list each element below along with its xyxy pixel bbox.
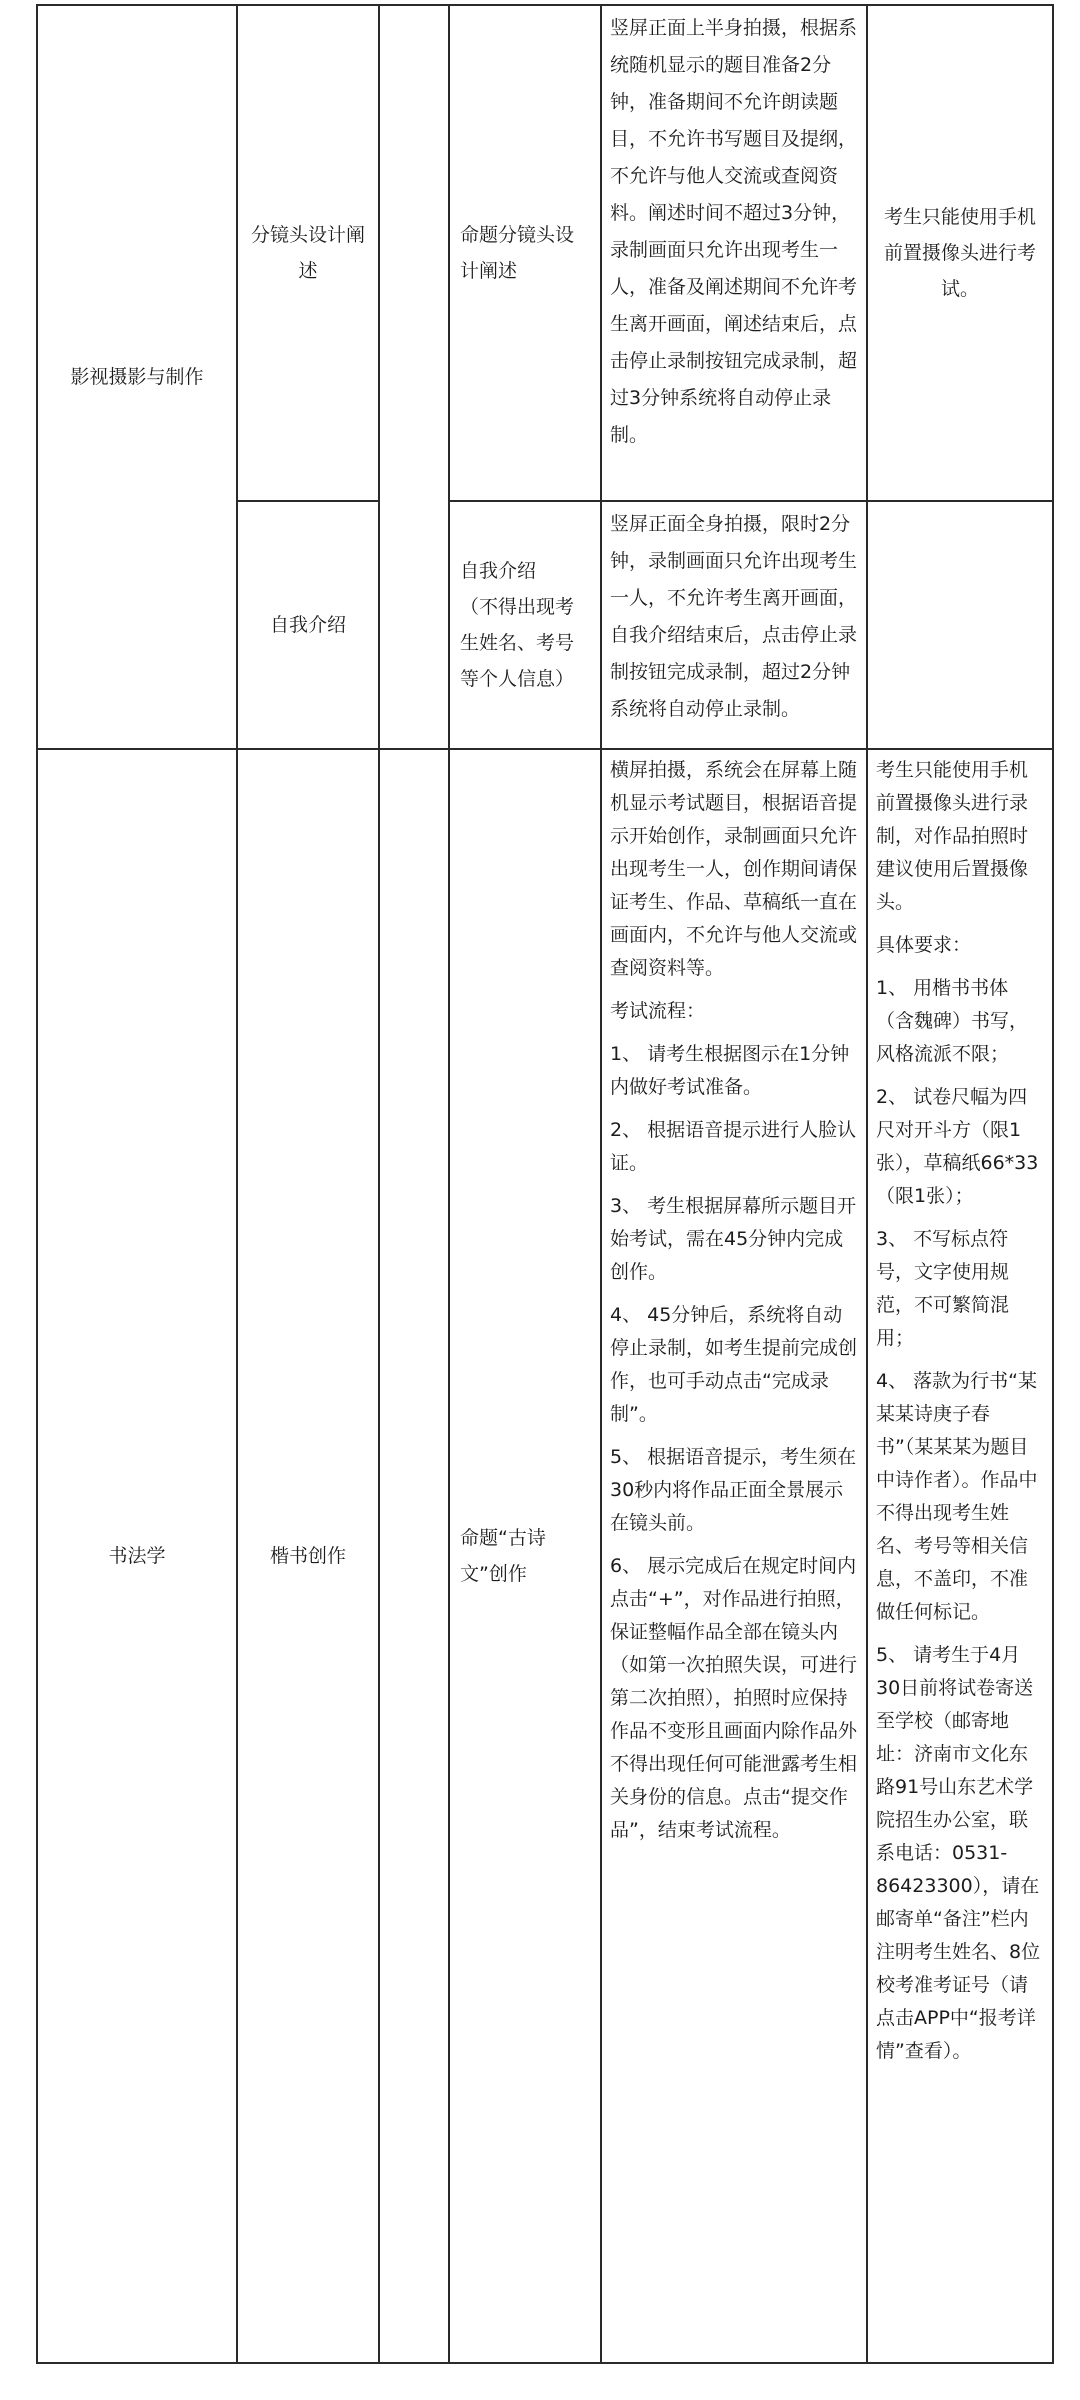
content-intro: 自我介绍 （不得出现考生姓名、考号等个人信息） [449, 501, 601, 749]
content-storyboard: 命题分镜头设计阐述 [449, 5, 601, 501]
content-calligraphy: 命题“古诗文”创作 [449, 749, 601, 2363]
empty-column-film [379, 5, 449, 749]
note-intro-empty [867, 501, 1053, 749]
major-calligraphy: 书法学 [37, 749, 237, 2363]
note-requirement: 5、 请考生于4月30日前将试卷寄送至学校（邮寄地址：济南市文化东路91号山东艺术学院招生办公室，联系电话：0531-86423300），请在邮寄单“备注”栏内注明考生姓名、8位校考准考证号（请点击APP中“报考详情”查看）。 [876, 1644, 1041, 2062]
rules-step: 6、 展示完成后在规定时间内点击“+”，对作品进行拍照，保证整幅作品全部在镜头内（如第一次拍照失误，可进行第二次拍照），拍照时应保持作品不变形且画面内除作品外不得出现任何可能泄露考生相关身份的信息。点击“提交作品”，结束考试流程。 [610, 1555, 858, 1841]
rules-calligraphy-intro: 横屏拍摄，系统会在屏幕上随机显示考试题目，根据语音提示开始创作，录制画面只允许出现考生一人，创作期间请保证考生、作品、草稿纸一直在画面内，不允许与他人交流或查阅资料等。 [610, 759, 858, 979]
note-requirement: 2、 试卷尺幅为四尺对开斗方（限1张），草稿纸66*33（限1张）； [876, 1086, 1039, 1207]
rules-step: 3、 考生根据屏幕所示题目开始考试，需在45分钟内完成创作。 [610, 1195, 857, 1283]
rules-step: 5、 根据语音提示，考生须在30秒内将作品正面全景展示在镜头前。 [610, 1446, 857, 1534]
item-intro: 自我介绍 [237, 501, 379, 749]
note-requirement: 3、 不写标点符号，文字使用规范，不可繁简混用； [876, 1228, 1010, 1349]
note-calligraphy-intro: 考生只能使用手机前置摄像头进行录制，对作品拍照时建议使用后置摄像头。 [876, 759, 1029, 913]
note-calligraphy [867, 749, 1053, 2363]
rules-calligraphy [601, 749, 867, 2363]
table-row-storyboard [37, 5, 1053, 501]
empty-column-calligraphy [379, 749, 449, 2363]
rules-step: 2、 根据语音提示进行人脸认证。 [610, 1119, 857, 1174]
major-film: 影视摄影与制作 [37, 5, 237, 749]
rules-calligraphy-flow-title: 考试流程： [610, 1000, 706, 1022]
note-calligraphy-req-title: 具体要求： [876, 934, 972, 956]
table-row-calligraphy [37, 749, 1053, 2363]
rules-step: 1、 请考生根据图示在1分钟内做好考试准备。 [610, 1043, 850, 1098]
exam-requirements-table [36, 4, 1054, 2364]
note-requirement: 1、 用楷书书体（含魏碑）书写，风格流派不限； [876, 977, 1029, 1065]
rules-step: 4、 45分钟后，系统将自动停止录制，如考生提前完成创作，也可手动点击“完成录制”。 [610, 1304, 858, 1425]
rules-intro: 竖屏正面全身拍摄，限时2分钟，录制画面只允许出现考生一人，不允许考生离开画面，自我介绍结束后，点击停止录制按钮完成录制，超过2分钟系统将自动停止录制。 [601, 501, 867, 749]
note-film-camera: 考生只能使用手机前置摄像头进行考试。 [867, 5, 1053, 501]
note-requirement: 4、 落款为行书“某某某诗庚子春书”（某某某为题目中诗作者）。作品中不得出现考生姓名、考号等相关信息，不盖印，不准做任何标记。 [876, 1370, 1038, 1623]
item-calligraphy: 楷书创作 [237, 749, 379, 2363]
rules-storyboard: 竖屏正面上半身拍摄，根据系统随机显示的题目准备2分钟，准备期间不允许朗读题目，不允许书写题目及提纲，不允许与他人交流或查阅资料。阐述时间不超过3分钟，录制画面只允许出现考生一人，准备及阐述期间不允许考生离开画面，阐述结束后，点击停止录制按钮完成录制，超过3分钟系统将自动停止录制。 [601, 5, 867, 501]
item-storyboard: 分镜头设计阐述 [237, 5, 379, 501]
